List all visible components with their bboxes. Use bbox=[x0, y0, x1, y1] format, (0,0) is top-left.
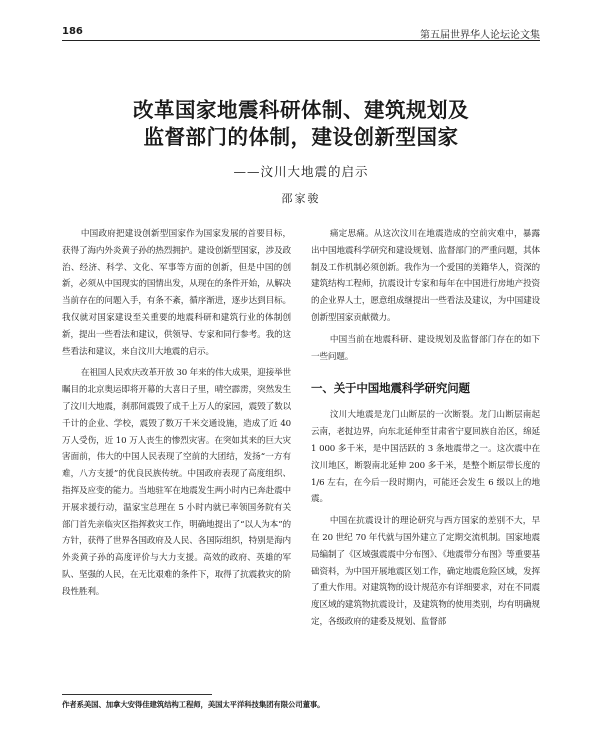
section-heading: 一、关于中国地震科学研究问题 bbox=[311, 381, 470, 396]
body-paragraph: 汶川大地震是龙门山断层的一次断裂。龙门山断层南起云南，老挝边界，向东北延伸至甘肃省宁夏回族自治区，绵延 1 000 多千米，是中国活跃的 3 条地震带之一。这次震中在汶川地区，断裂南北延伸 200 多千米，是整个断层带长度的 1/6 左右，在今后一段时期内，可能还会发生 6 级以上的地震。 bbox=[311, 410, 540, 505]
page-number: 186 bbox=[62, 26, 83, 37]
article-title-line2: 监督部门的体制，建设创新型国家 bbox=[143, 125, 459, 149]
body-paragraph: 中国当前在地震科研、建设规划及监督部门存在的如下一些问题。 bbox=[311, 334, 540, 362]
left-column bbox=[62, 226, 291, 601]
author-name: 邵家骏 bbox=[281, 192, 321, 205]
right-column bbox=[311, 226, 540, 631]
running-header bbox=[62, 24, 540, 41]
article-subtitle: ——汶川大地震的启示 bbox=[233, 164, 369, 179]
body-paragraph: 中国政府把建设创新型国家作为国家发展的首要目标，获得了海内外炎黄子孙的热烈拥护。建设创新型国家，涉及政治、经济、科学、文化、军事等方面的创新，但是中国的创新，必须从中国现实的国情出发，从现在的条件开始，从解决当前存在的问题入手，有条不紊，循序渐进，逐步达到目标。我仅就对国家建设至关重要的地震科研和建筑行业的体制创新，提出一些看法和建议，供领导、专家和同行参考。我的这些看法和建议，来自汶川大地震的启示。 bbox=[62, 229, 291, 357]
body-paragraph: 在祖国人民欢庆改革开放 30 年来的伟大成果，迎接举世瞩目的北京奥运即将开幕的大喜日子里，晴空霹雳，突然发生了汶川大地震，刹那间震毁了成千上万人的家园，震毁了数以千计的企业、学校，震毁了数万千米交通设施，造成了近 40 万人受伤，近 10 万人丧生的惨烈灾害。在突如其来的巨大灾害面前，伟大的中国人民表现了空前的大团结，发扬“一方有难，八方支援”的优良民族传统。中国政府表现了高度组织、指挥及应变的能力。当地驻军在地震发生两小时内已奔赴震中开展求援行动，温家宝总理在 5 小时内就已率领国务院有关部门首先亲临灾区指挥救灾工作，明确地提出了“以人为本”的方针，获得了世界各国政府及人民、各国际组织，特别是海内外炎黄子孙的高度评价与大力支援。高效的政府、英雄的军队、坚强的人民，在无比艰难的条件下，取得了抗震救灾的阶段性胜利。 bbox=[62, 368, 291, 597]
author-footnote: 作者系美国、加拿大安得佳建筑结构工程师，美国太平洋科技集团有限公司董事。 bbox=[62, 700, 325, 709]
book-title: 第五届世界华人论坛论文集 bbox=[420, 30, 540, 41]
body-paragraph: 痛定思痛。从这次汶川在地震造成的空前灾难中，暴露出中国地震科学研究和建设规划、监督部门的严重问题，其体制及工作机制必须创新。我作为一个爱国的美籍华人，资深的建筑结构工程师，抗震设计专家和每年在中国进行房地产投资的企业界人士，愿意组成继提出一些看法及建议，为中国建设创新型国家贡献微力。 bbox=[311, 229, 540, 323]
article-title-line1: 改革国家地震科研体制、建筑规划及 bbox=[133, 98, 469, 122]
footnote-divider bbox=[62, 694, 212, 695]
body-paragraph: 中国在抗震设计的理论研究与西方国家的差别不大，早在 20 世纪 70 年代就与国外建立了定期交流机制。国家地震局编制了《区域强震震中分布图》、《地震带分布图》等重要基础资料，为中国开展地震区划工作，确定地震危险区域，发挥了重大作用。对建筑物的设计规范亦有详细要求，对在不同震度区域的建筑物抗震设计，及建筑物的使用类别，均有明确规定，各级政府的建委及规划、监督部 bbox=[311, 516, 540, 627]
